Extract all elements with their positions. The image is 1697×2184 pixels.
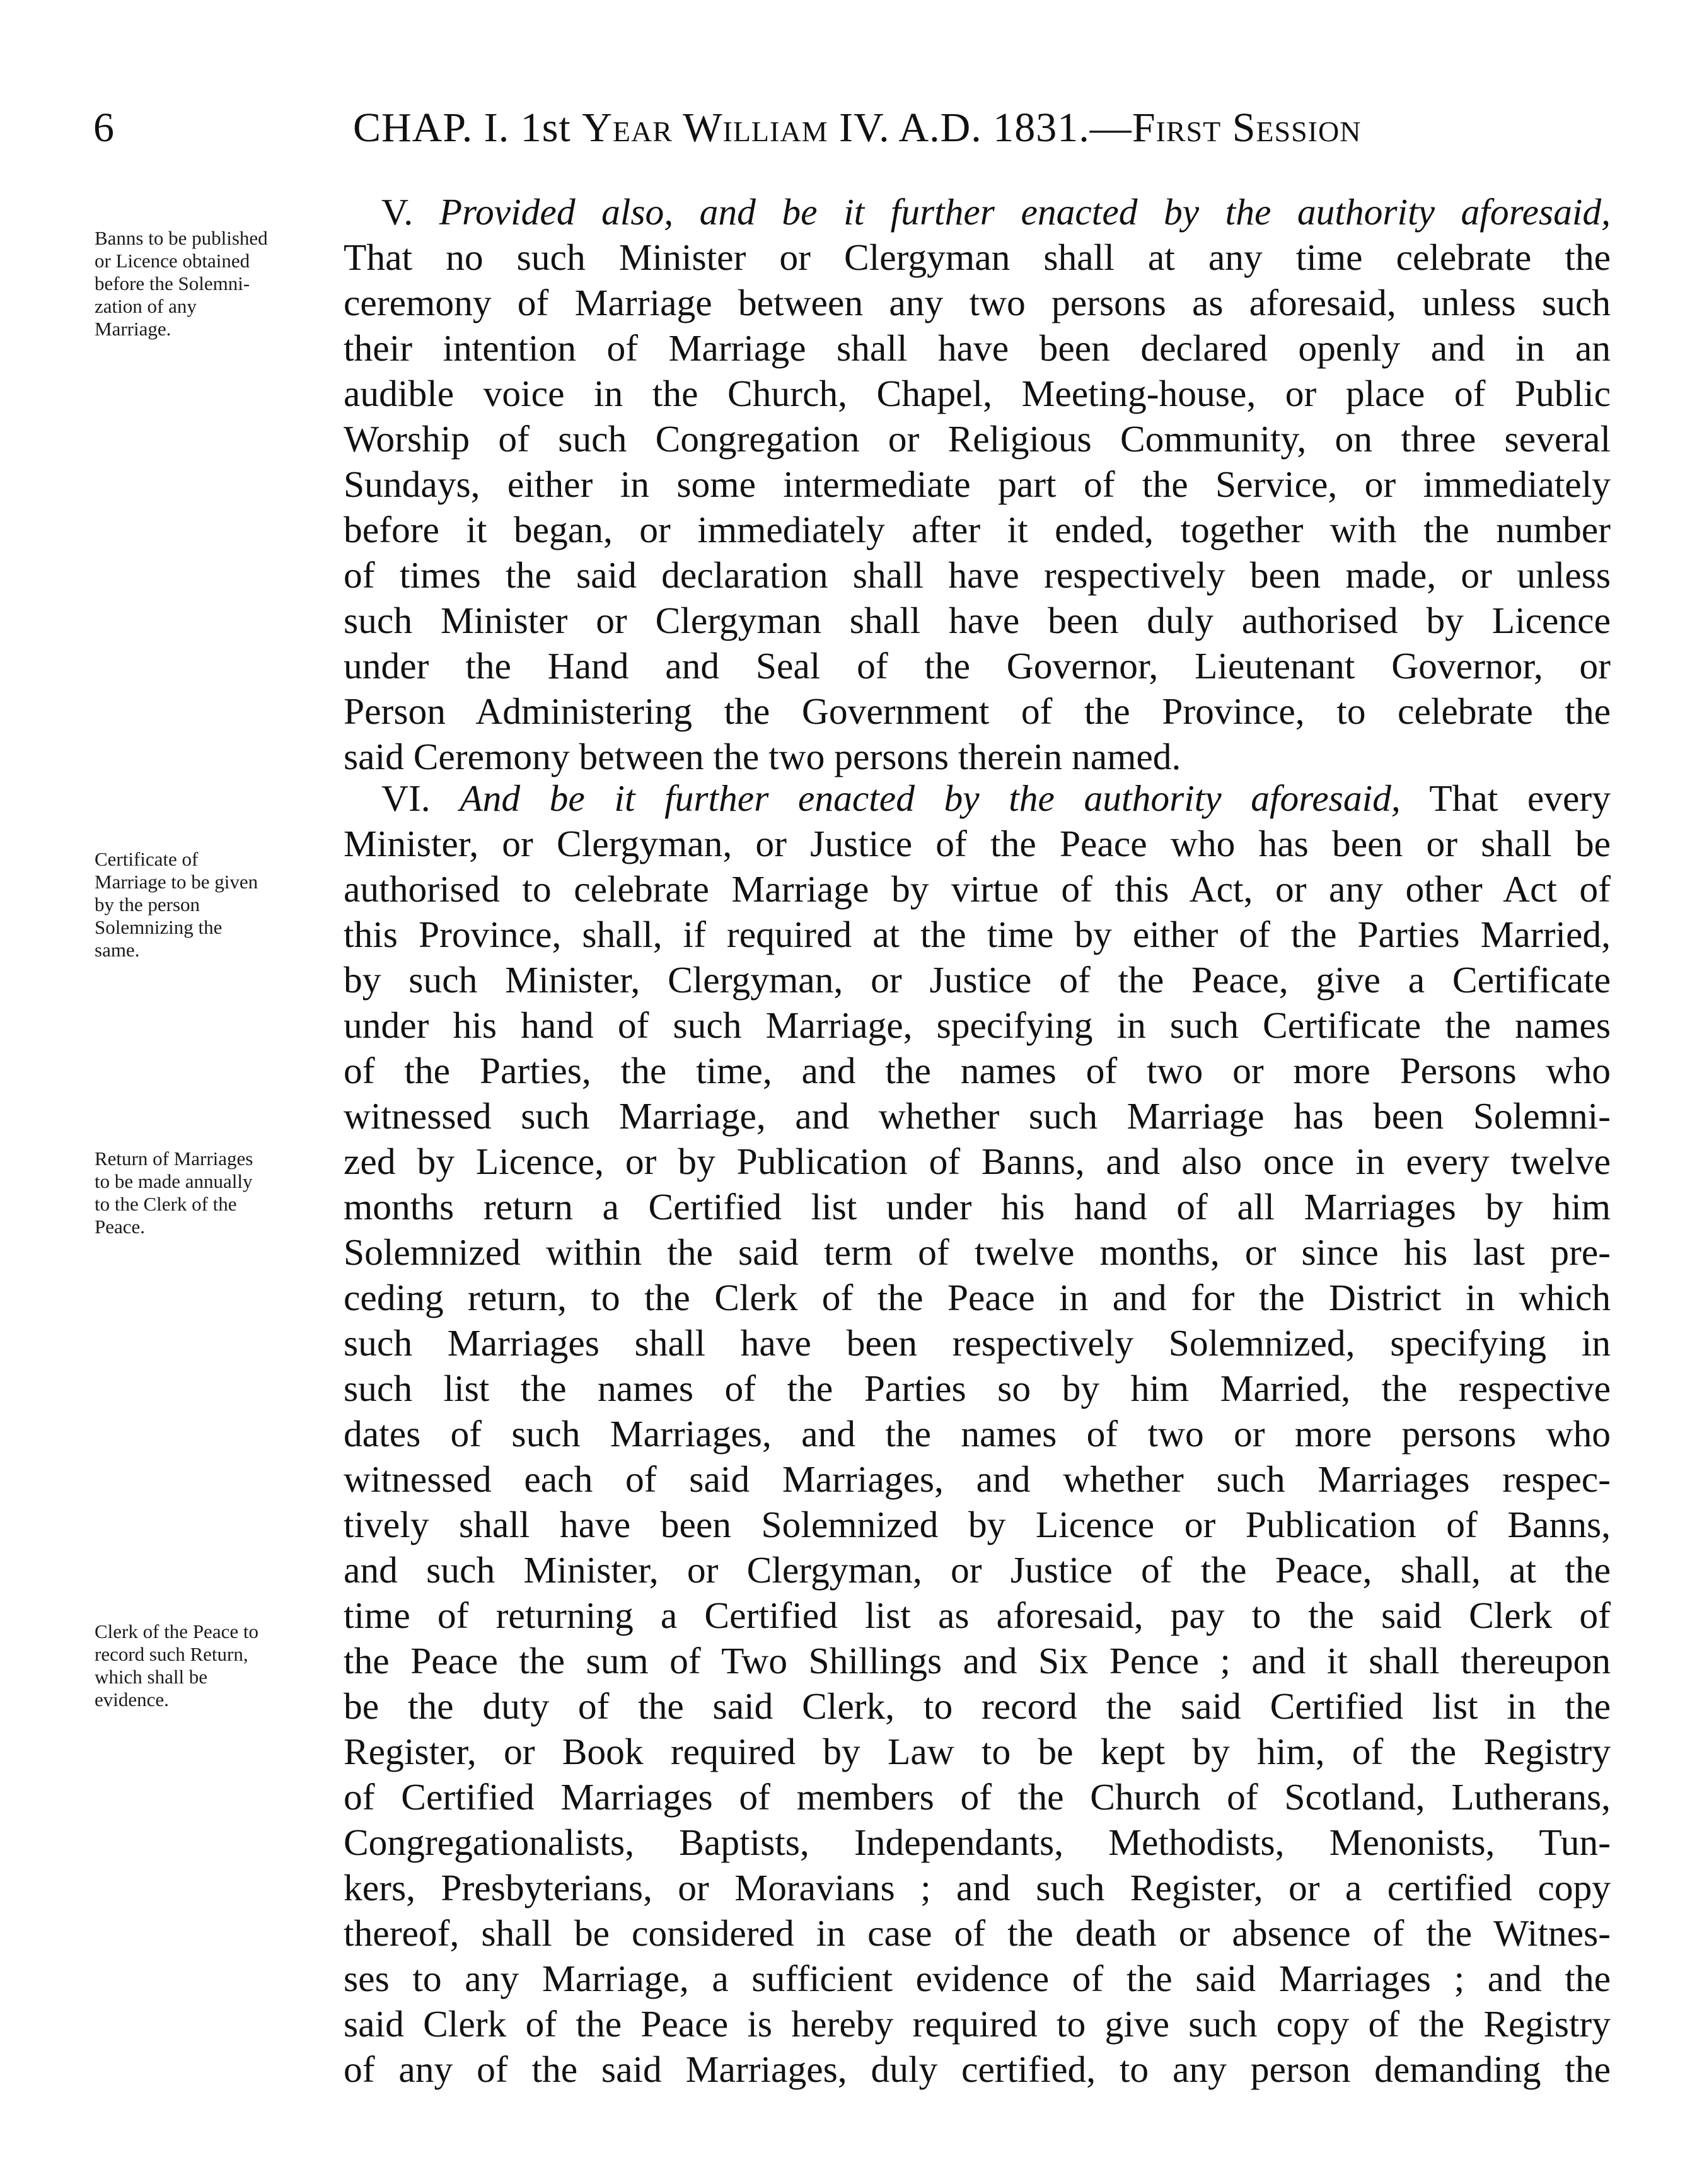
running-head-date: IV. A.D. 1831.— <box>828 105 1132 151</box>
margin-note-line: Certificate of <box>95 848 199 870</box>
running-head <box>353 107 1361 149</box>
section-vi-line: witnessed each of said Marriages, and whether such Marriages respec- <box>344 1458 1611 1500</box>
section-vi-numeral: VI. <box>381 777 460 819</box>
section-v-enacting-clause: Provided also, and be it further enacted by the authority aforesaid, <box>439 191 1611 233</box>
section-vi-line: witnessed such Marriage, and whether such Marriage has been Solemni- <box>344 1095 1611 1137</box>
section-v-line: Worship of such Congregation or Religious Community, on three several <box>344 418 1611 460</box>
section-vi-line: this Province, shall, if required at the time by either of the Parties Married, <box>344 914 1611 955</box>
margin-note-clerk <box>95 1620 334 1711</box>
margin-note-return <box>95 1147 334 1238</box>
section-vi-line: ceding return, to the Clerk of the Peace in and for the District in which <box>344 1277 1611 1318</box>
section-vi-heading-line <box>381 775 1611 821</box>
section-vi-first-line-rest: That every <box>1400 777 1611 819</box>
margin-note-line: before the Solemni- <box>95 272 250 294</box>
section-vi-line: months return a Certified list under his hand of all Marriages by him <box>344 1186 1611 1228</box>
running-head-chapter: CHAP. I. 1st <box>353 105 582 151</box>
section-v-line: said Ceremony between the two persons therein named. <box>344 736 1181 777</box>
section-v-line: That no such Minister or Clergyman shall at any time celebrate the <box>344 236 1611 278</box>
margin-note-line: Clerk of the Peace to <box>95 1620 258 1642</box>
section-v-heading-line <box>381 189 1611 235</box>
margin-note-line: or Licence obtained <box>95 250 250 272</box>
margin-note-line: record such Return, <box>95 1643 248 1665</box>
section-vi-line: dates of such Marriages, and the names of two or more persons who <box>344 1413 1611 1455</box>
section-vi-line: be the duty of the said Clerk, to record the said Certified list in the <box>344 1685 1611 1727</box>
section-vi-line: of any of the said Marriages, duly certified, to any person demanding the <box>344 2048 1611 2090</box>
margin-note-certificate <box>95 848 334 961</box>
margin-note-line: to be made annually <box>95 1170 253 1192</box>
running-head-session: First Session <box>1132 105 1362 151</box>
section-v-line: audible voice in the Church, Chapel, Meeting-house, or place of Public <box>344 373 1611 414</box>
section-vi-line: Minister, or Clergyman, or Justice of the Peace who has been or shall be <box>344 823 1611 864</box>
margin-note-line: same. <box>95 939 140 961</box>
margin-note-line: Solemnizing the <box>95 916 223 938</box>
page-number: 6 <box>93 105 114 151</box>
section-vi-line: under his hand of such Marriage, specifying in such Certificate the names <box>344 1004 1611 1046</box>
section-v-line: ceremony of Marriage between any two persons as aforesaid, unless such <box>344 282 1611 323</box>
section-vi-line: tively shall have been Solemnized by Licence or Publication of Banns, <box>344 1504 1611 1545</box>
section-v-line: their intention of Marriage shall have been declared openly and in an <box>344 327 1611 369</box>
section-v-numeral: V. <box>381 191 439 233</box>
margin-note-banns <box>95 227 334 340</box>
section-vi-line: said Clerk of the Peace is hereby required to give such copy of the Registry <box>344 2003 1611 2045</box>
section-vi-line: and such Minister, or Clergyman, or Justice of the Peace, shall, at the <box>344 1549 1611 1591</box>
section-vi-line: such Marriages shall have been respectively Solemnized, specifying in <box>344 1322 1611 1364</box>
margin-note-line: Banns to be published <box>95 227 268 249</box>
margin-note-line: Return of Marriages <box>95 1147 253 1170</box>
section-v-line: of times the said declaration shall have respectively been made, or unless <box>344 554 1611 596</box>
running-head-year: Year William <box>582 105 828 151</box>
margin-note-line: Peace. <box>95 1216 146 1238</box>
section-vi-line: the Peace the sum of Two Shillings and Six Pence ; and it shall thereupon <box>344 1640 1611 1682</box>
section-vi-line: such list the names of the Parties so by him Married, the respective <box>344 1368 1611 1409</box>
margin-note-line: which shall be <box>95 1666 208 1688</box>
section-v-line: such Minister or Clergyman shall have been duly authorised by Licence <box>344 600 1611 641</box>
section-vi-line: of the Parties, the time, and the names of two or more Persons who <box>344 1050 1611 1091</box>
section-vi-enacting-clause: And be it further enacted by the authority aforesaid, <box>460 777 1401 819</box>
margin-note-line: Marriage to be given <box>95 871 258 893</box>
section-vi-line: by such Minister, Clergyman, or Justice of the Peace, give a Certificate <box>344 959 1611 1001</box>
section-vi-line: kers, Presbyterians, or Moravians ; and such Register, or a certified copy <box>344 1867 1611 1908</box>
section-v-line: Person Administering the Government of the Province, to celebrate the <box>344 690 1611 732</box>
section-vi-line: Solemnized within the said term of twelve months, or since his last pre- <box>344 1231 1611 1273</box>
section-vi-line: thereof, shall be considered in case of the death or absence of the Witnes- <box>344 1912 1611 1954</box>
section-vi-line: time of returning a Certified list as aforesaid, pay to the said Clerk of <box>344 1594 1611 1636</box>
section-vi-line: zed by Licence, or by Publication of Banns, and also once in every twelve <box>344 1141 1611 1182</box>
section-v-line: before it began, or immediately after it ended, together with the number <box>344 509 1611 550</box>
margin-note-line: by the person <box>95 893 200 915</box>
margin-note-line: Marriage. <box>95 318 171 340</box>
section-vi-line: ses to any Marriage, a sufficient evidence of the said Marriages ; and the <box>344 1958 1611 1999</box>
section-v-line: under the Hand and Seal of the Governor, Lieutenant Governor, or <box>344 645 1611 687</box>
section-v-line: Sundays, either in some intermediate part of the Service, or immediately <box>344 463 1611 505</box>
section-vi-line: authorised to celebrate Marriage by virtue of this Act, or any other Act of <box>344 868 1611 910</box>
margin-note-line: evidence. <box>95 1688 169 1711</box>
margin-note-line: zation of any <box>95 295 197 317</box>
section-vi-line: Register, or Book required by Law to be kept by him, of the Registry <box>344 1731 1611 1772</box>
section-vi-line: Congregationalists, Baptists, Independants, Methodists, Menonists, Tun- <box>344 1821 1611 1863</box>
margin-note-line: to the Clerk of the <box>95 1193 237 1215</box>
section-vi-line: of Certified Marriages of members of the Church of Scotland, Lutherans, <box>344 1776 1611 1818</box>
